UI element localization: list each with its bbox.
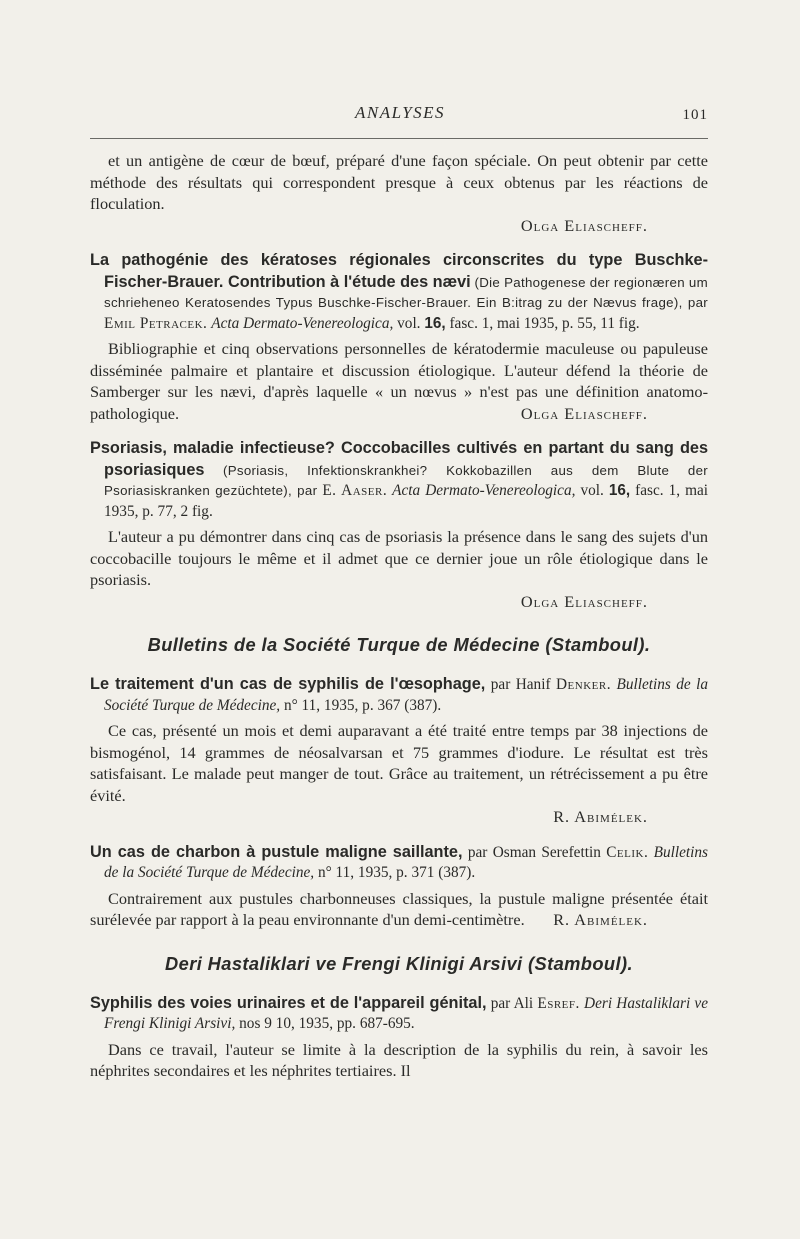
signature: Olga Eliascheff.	[520, 403, 648, 423]
article-body	[90, 150, 708, 1082]
entry-journal: Acta Dermato-Venereologica,	[211, 314, 394, 332]
entry-volume: 16,	[424, 314, 446, 332]
entry-author: Emil Petracek.	[104, 314, 208, 332]
entry-reference: fasc. 1, mai 1935, p. 77, 2 fig.	[104, 482, 709, 520]
entry-text: L'auteur a pu démontrer dans cinq cas de psoriasis la présence dans le sang des sujets d'un coccobacille toujours le même et il admet que ce dernier joue un rôle étiologique dans le psoriasis.	[90, 527, 708, 589]
entry-subtitle: (Psoriasis, Infektionskrankhei? Kokkobazillen aus dem Blute der Psoriasiskranken gezüchtete), par	[104, 462, 708, 498]
entry-text: Dans ce travail, l'auteur se limite à la description de la syphilis du rein, à savoir les néphrites secondaires et les néphrites tertiaires. Il	[90, 1039, 708, 1080]
entry-reference: n° 11, 1935, p. 371 (387).	[317, 864, 476, 881]
abstract-entry	[90, 250, 708, 424]
continuation-paragraph: et un antigène de cœur de bœuf, préparé d'une façon spéciale. On peut obtenir par cette méthode des résultats qui correspondent presque à ceux obtenus par les réactions de floculation.	[90, 151, 708, 213]
entry-title: Le traitement d'un cas de syphilis de l'œsophage,	[90, 675, 486, 693]
entry-heading	[90, 438, 708, 522]
abstract-entry	[90, 993, 708, 1082]
abstract-entry	[90, 438, 708, 612]
entry-vol-label: vol.	[580, 482, 604, 499]
signature: R. Abimélek.	[553, 910, 648, 929]
entry-heading	[90, 250, 708, 334]
signature: Olga Eliascheff.	[520, 215, 648, 235]
signature: R. Abimélek.	[553, 807, 648, 826]
section-title: Bulletins de la Société Turque de Médecine (Stamboul).	[147, 634, 651, 655]
entry-volume: 16,	[608, 482, 631, 499]
signature: Olga Eliascheff.	[520, 591, 648, 611]
entry-reference: n° 11, 1935, p. 367 (387).	[283, 696, 442, 714]
entry-by: par Hanif	[490, 676, 551, 693]
running-head	[0, 103, 800, 127]
entry-heading	[90, 842, 708, 884]
entry-text-body: Contrairement aux pustules charbonneuses classiques, la pustule maligne présentée était surélevée par rapport à la peau environnante d'un demi-centimètre.	[90, 888, 708, 929]
entry-author: Denker.	[555, 676, 612, 693]
abstract-entry	[90, 842, 708, 931]
entry-title: Syphilis des voies urinaires et de l'appareil génital,	[90, 993, 487, 1012]
entry-text	[90, 888, 708, 931]
entry-heading	[90, 674, 708, 716]
entry-by: par Ali	[490, 994, 534, 1012]
entry-journal: Bulletins de la Société Turque de Médecine,	[104, 676, 709, 714]
entry-by: par Osman Serefettin	[467, 843, 601, 861]
entry-text	[90, 338, 708, 424]
page-number: 101	[682, 107, 708, 123]
entry-journal: Bulletins de la Société Turque de Médecine,	[104, 843, 709, 881]
entry-text-body: Bibliographie et cinq observations personnelles de kératodermie maculeuse ou papuleuse disséminée palmaire et plantaire et discussion étiologique. L'auteur défend la théorie de Samberger sur les nævi, d'après laquelle « un nœvus » n'est pas une définition anatomo-pathologique.	[90, 339, 708, 423]
running-head-title: ANALYSES	[354, 103, 446, 122]
entry-vol-label: vol.	[397, 314, 421, 332]
entry-author: Esref.	[537, 994, 580, 1012]
abstract-entry	[90, 674, 708, 828]
entry-journal: Deri Hastaliklari ve Frengi Klinigi Arsivi,	[104, 994, 708, 1032]
entry-author: E. Aaser.	[322, 482, 388, 499]
entry-author: Celik.	[606, 843, 649, 861]
entry-title: Un cas de charbon à pustule maligne saillante,	[90, 842, 463, 861]
entry-journal: Acta Dermato-Venereologica,	[392, 482, 576, 499]
entry-title: La pathogénie des kératoses régionales circonscrites du type Buschke-Fischer-Brauer. Contribution à l'étude des nævi	[90, 251, 708, 291]
entry-title: Psoriasis, maladie infectieuse? Coccobacilles cultivés en partant du sang des psoriasiques	[90, 439, 708, 479]
header-rule	[90, 138, 708, 139]
entry-reference: nos 9 10, 1935, pp. 687-695.	[239, 1015, 415, 1032]
entry-heading	[90, 993, 708, 1035]
section-title: Deri Hastaliklari ve Frengi Klinigi Arsivi (Stamboul).	[165, 952, 633, 974]
entry-reference: fasc. 1, mai 1935, p. 55, 11 fig.	[449, 314, 640, 332]
entry-subtitle: (Die Pathogenese der regionæren um schrieheneo Keratosendes Typus Buschke-Fischer-Brauer. Ein B:itrag zu der Nævus frage), par	[104, 274, 708, 310]
entry-text: Ce cas, présenté un mois et demi auparavant a été traité entre temps par 38 injections de bismogénol, 14 grammes de néosalvarsan et 75 grammes d'iodure. Le résultat est très satisfaisant. Le malade peut manger de tout. Grâce au traitement, un rétrécissement a pu être évité.	[90, 721, 708, 805]
